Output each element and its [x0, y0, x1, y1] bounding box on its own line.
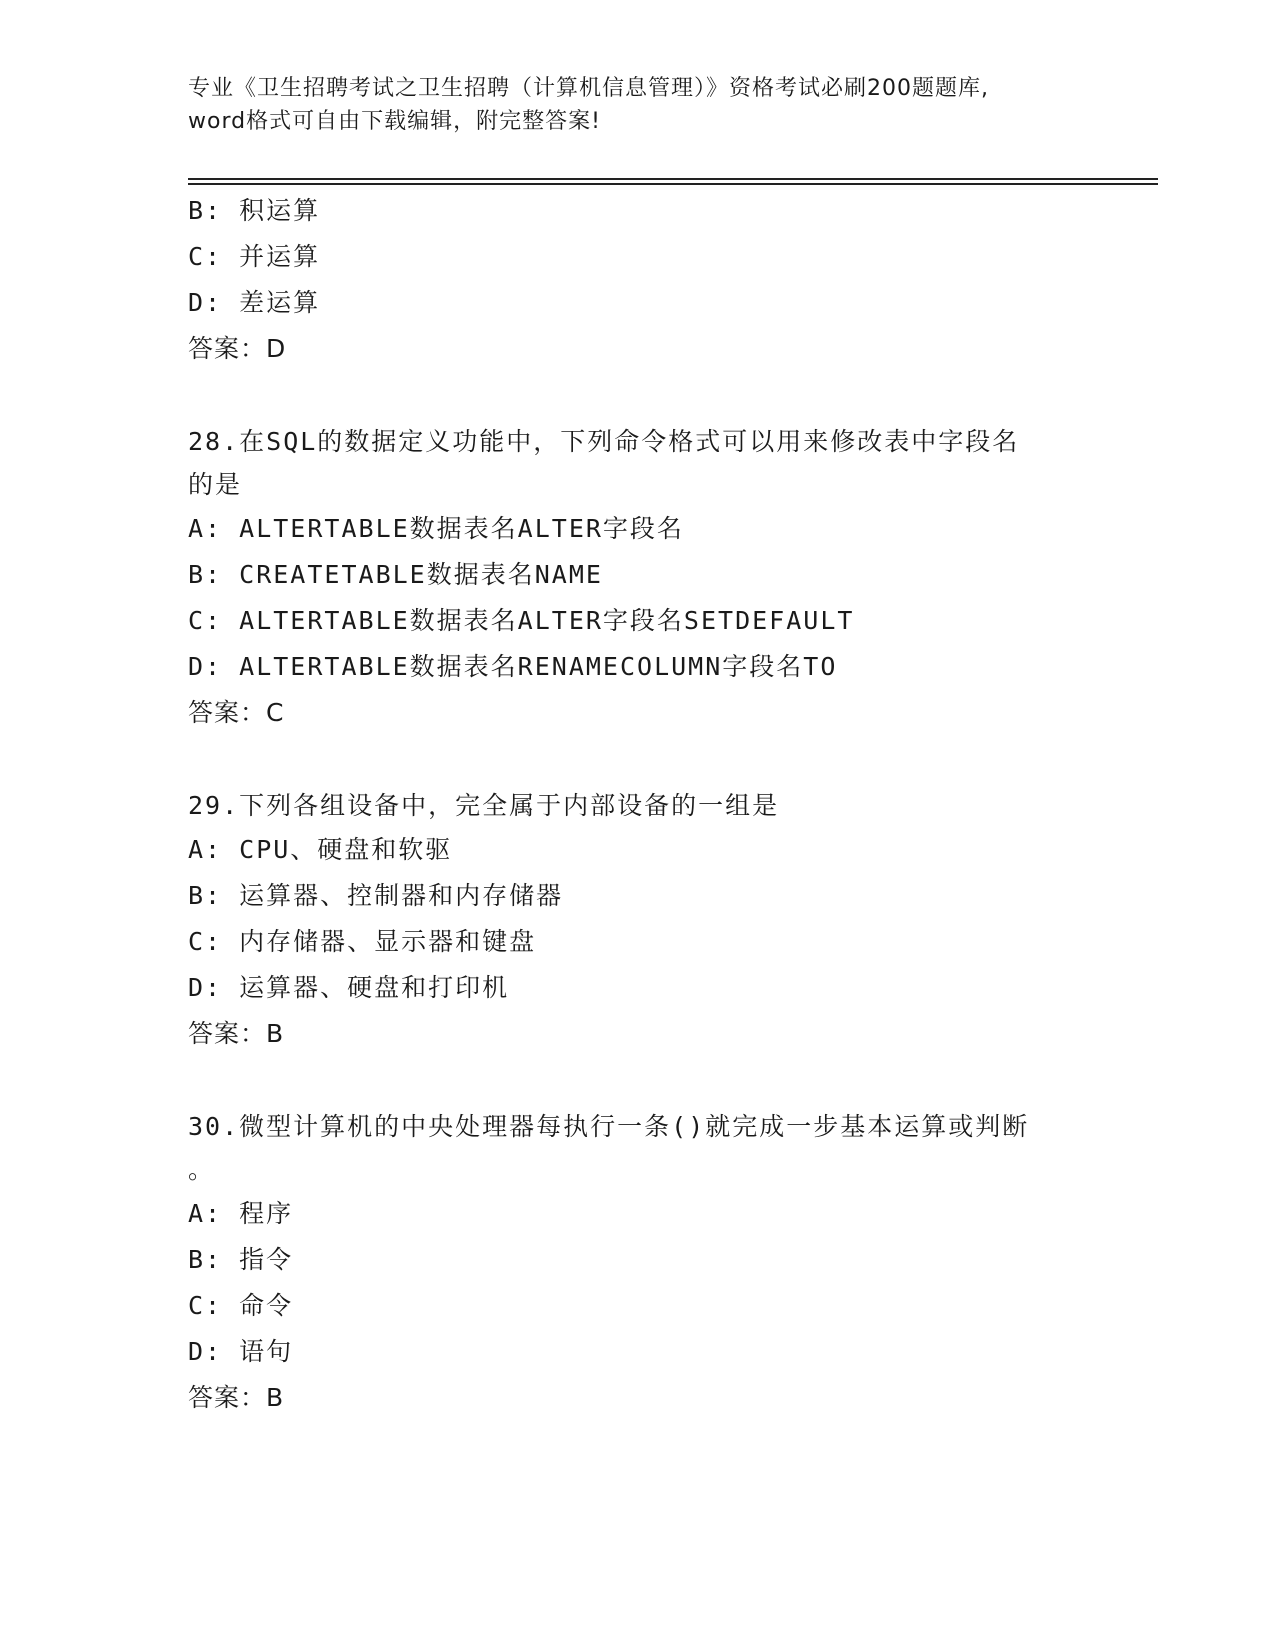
header-line-2: word格式可自由下载编辑，附完整答案! — [188, 109, 601, 134]
question-29-block — [188, 784, 1088, 1057]
header-rule-top — [188, 178, 1158, 180]
question-29-option-c: C: 内存储器、显示器和键盘 — [188, 927, 537, 956]
question-28-answer: 答案：C — [188, 698, 285, 727]
spacer — [188, 736, 1088, 784]
spacer — [188, 1057, 1088, 1105]
header-line-1: 专业《卫生招聘考试之卫生招聘（计算机信息管理）》资格考试必刷200题题库, — [188, 76, 989, 101]
question-27-option-b: B: 积运算 — [188, 196, 321, 225]
question-28-option-c: C: ALTERTABLE数据表名ALTER字段名SETDEFAULT — [188, 606, 855, 635]
question-27-block — [188, 188, 1088, 372]
question-30-option-b: B: 指令 — [188, 1245, 294, 1274]
question-29-option-d: D: 运算器、硬盘和打印机 — [188, 973, 510, 1002]
question-30-answer: 答案：B — [188, 1383, 285, 1412]
question-28-option-b: B: CREATETABLE数据表名NAME — [188, 560, 603, 589]
question-27-option-c: C: 并运算 — [188, 242, 321, 271]
document-body — [188, 188, 1088, 1421]
document-header — [188, 72, 1088, 138]
question-30-text-line-2: 。 — [188, 1155, 216, 1184]
question-29-option-a: A: CPU、硬盘和软驱 — [188, 835, 453, 864]
question-30-option-d: D: 语句 — [188, 1337, 294, 1366]
question-27-answer: 答案：D — [188, 334, 287, 363]
question-28-option-d: D: ALTERTABLE数据表名RENAMECOLUMN字段名TO — [188, 652, 838, 681]
question-29-option-b: B: 运算器、控制器和内存储器 — [188, 881, 564, 910]
question-30-block — [188, 1105, 1088, 1421]
question-28-block — [188, 420, 1088, 736]
header-rule-bottom — [188, 183, 1158, 185]
question-30-text-line-1: 30.微型计算机的中央处理器每执行一条()就完成一步基本运算或判断 — [188, 1112, 1030, 1141]
question-28-text-line-1: 28.在SQL的数据定义功能中，下列命令格式可以用来修改表中字段名 — [188, 427, 1020, 456]
question-29-answer: 答案：B — [188, 1019, 285, 1048]
question-27-option-d: D: 差运算 — [188, 288, 321, 317]
question-30-option-a: A: 程序 — [188, 1199, 294, 1228]
spacer — [188, 372, 1088, 420]
question-30-option-c: C: 命令 — [188, 1291, 294, 1320]
question-28-text-line-2: 的是 — [188, 470, 243, 499]
question-28-option-a: A: ALTERTABLE数据表名ALTER字段名 — [188, 514, 684, 543]
question-29-text: 29.下列各组设备中，完全属于内部设备的一组是 — [188, 791, 780, 820]
